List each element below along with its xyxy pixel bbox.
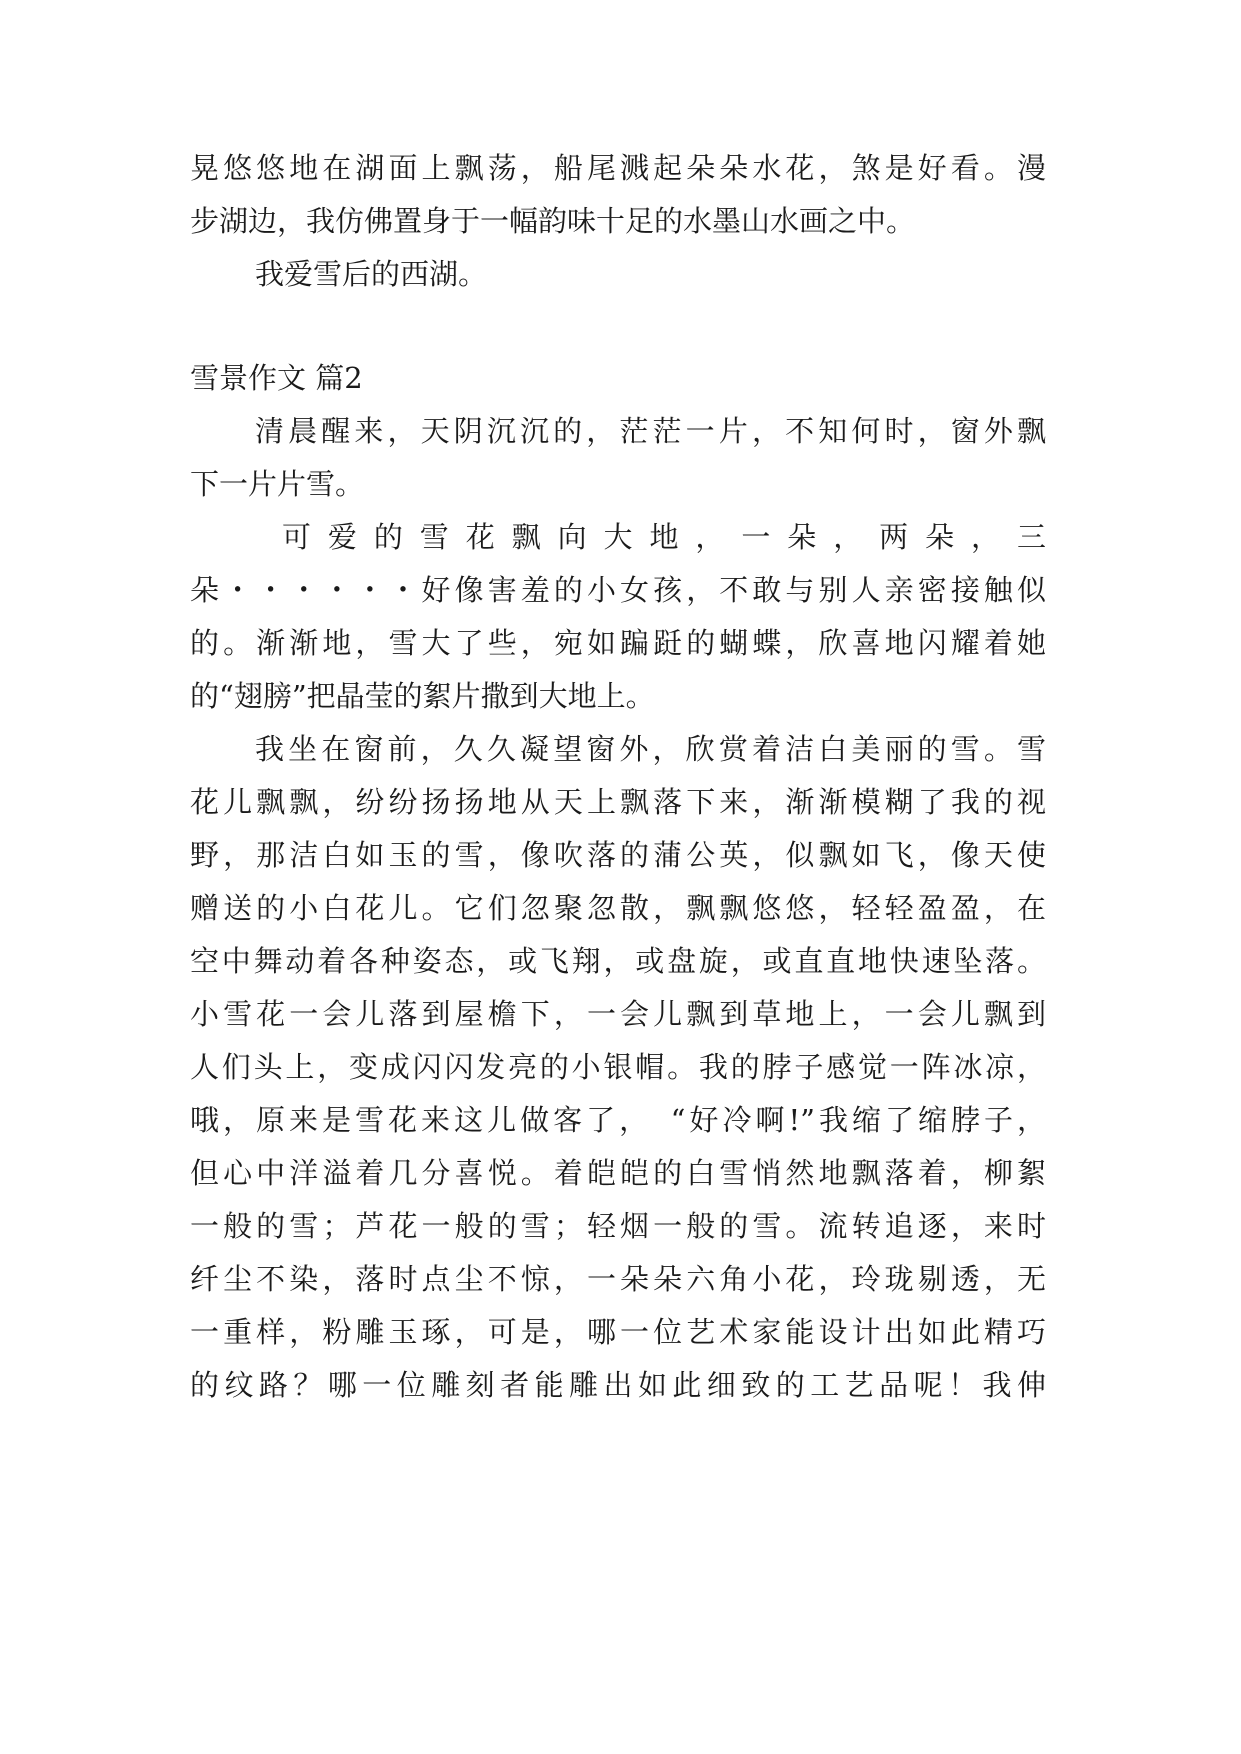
text-line: 清晨醒来，天阴沉沉的，茫茫一片，不知何时，窗外飘 (255, 414, 1046, 448)
text-line: 一重样，粉雕玉琢，可是，哪一位艺术家能设计出如此精巧 (190, 1315, 1046, 1349)
text-line: 的。渐渐地，雪大了些，宛如蹁跹的蝴蝶，欣喜地闪耀着她 (190, 626, 1046, 660)
text-line: 的“翅膀”把晶莹的絮片撒到大地上。 (190, 679, 655, 713)
text-line: 花儿飘飘，纷纷扬扬地从天上飘落下来，渐渐模糊了我的视 (190, 785, 1046, 819)
text-line: 空中舞动着各种姿态，或飞翔，或盘旋，或直直地快速坠落。 (190, 944, 1046, 978)
text-line: 哦，原来是雪花来这儿做客了， “好冷啊!”我缩了缩脖子， (190, 1103, 1046, 1137)
text-line: 纤尘不染，落时点尘不惊，一朵朵六角小花，玲珑剔透，无 (190, 1262, 1046, 1296)
text-line: 赠送的小白花儿。它们忽聚忽散，飘飘悠悠，轻轻盈盈，在 (190, 891, 1046, 925)
text-line: 晃悠悠地在湖面上飘荡，船尾溅起朵朵水花，煞是好看。漫 (190, 151, 1046, 185)
text-line: 野，那洁白如玉的雪，像吹落的蒲公英，似飘如飞，像天使 (190, 838, 1046, 872)
text-line: 我坐在窗前，久久凝望窗外，欣赏着洁白美丽的雪。雪 (255, 732, 1046, 766)
text-line: 我爱雪后的西湖。 (255, 257, 488, 291)
text-line: 朵・・・・・・好像害羞的小女孩，不敢与别人亲密接触似 (190, 573, 1046, 607)
text-line: 一般的雪；芦花一般的雪；轻烟一般的雪。流转追逐，来时 (190, 1209, 1046, 1243)
text-line: 可爱的雪花飘向大地，一朵，两朵，三 (282, 520, 1046, 554)
section-heading: 雪景作文 篇2 (190, 361, 363, 395)
text-line: 但心中洋溢着几分喜悦。着皑皑的白雪悄然地飘落着，柳絮 (190, 1156, 1046, 1190)
text-line: 步湖边，我仿佛置身于一幅韵味十足的水墨山水画之中。 (190, 204, 916, 238)
text-line: 人们头上，变成闪闪发亮的小银帽。我的脖子感觉一阵冰凉， (190, 1050, 1046, 1084)
text-line: 下一片片雪。 (190, 467, 365, 501)
text-line: 的纹路？哪一位雕刻者能雕出如此细致的工艺品呢！我伸 (190, 1368, 1046, 1402)
text-line: 小雪花一会儿落到屋檐下，一会儿飘到草地上，一会儿飘到 (190, 997, 1046, 1031)
